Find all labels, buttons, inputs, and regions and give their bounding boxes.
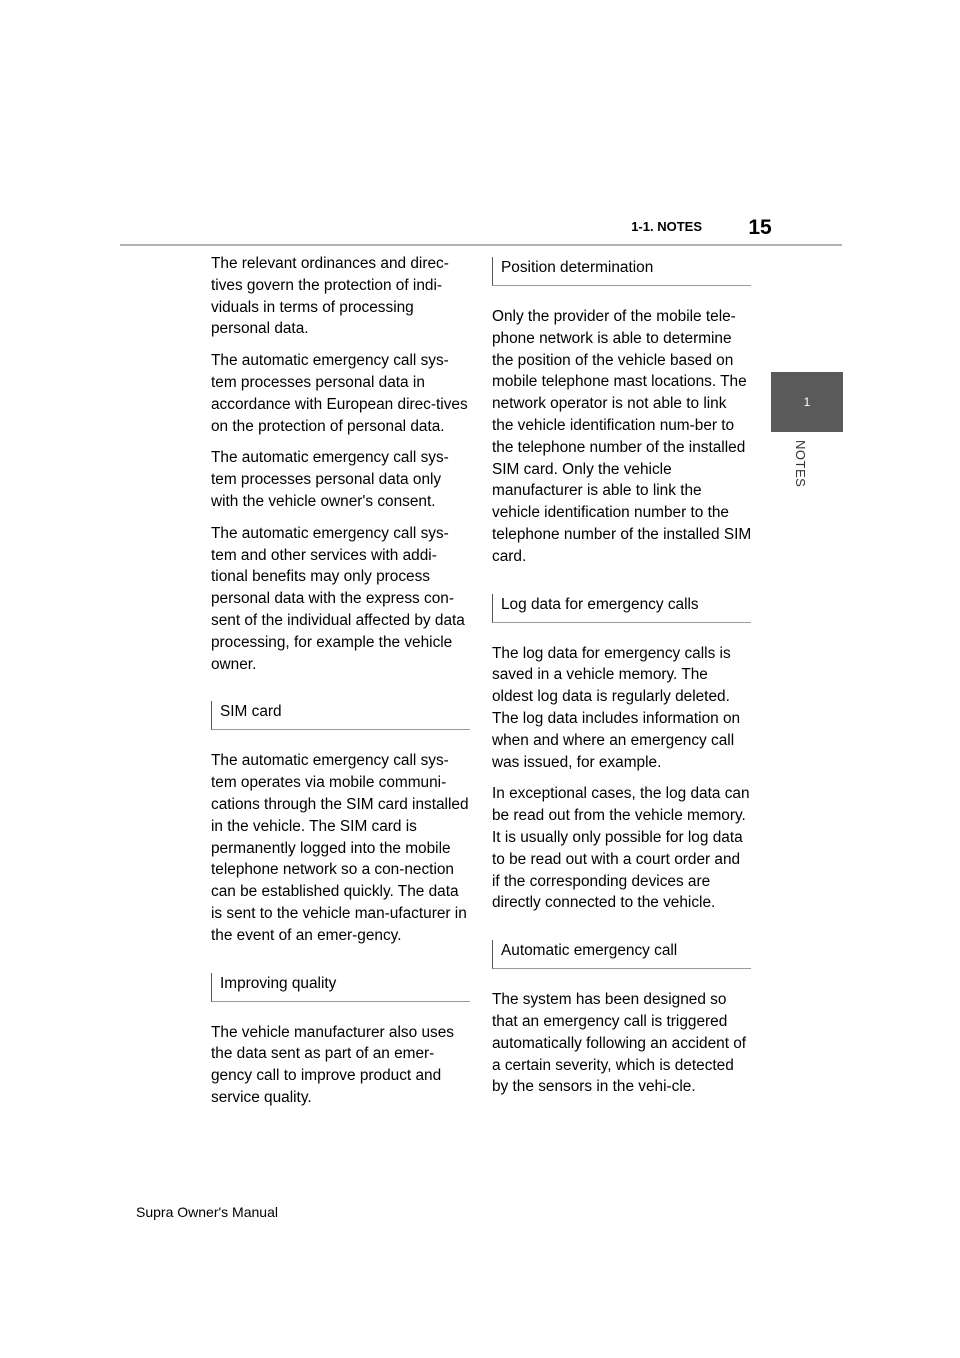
paragraph-position-determination: Only the provider of the mobile tele-phone network is able to determine the position of the vehicle based on mobile telephone mast locations. The network operator is not able to link the vehicle identification num-ber to the telephone number of the installed SIM card. Only the vehicle manufacturer is able to link the vehicle identification number to the telephone number of the installed SIM card. bbox=[492, 308, 752, 565]
paragraph-european-directives: The automatic emergency call sys-tem processes personal data in accordance with European direc-tives on the protection of personal data. bbox=[211, 352, 468, 435]
paragraph-log-data-readout: In exceptional cases, the log data can be read out from the vehicle memory. It is usually only possible for log data to be read out with a court order and if the corresponding devices are directly connected to the vehicle. bbox=[492, 785, 750, 912]
chapter-label: NOTES bbox=[793, 440, 808, 488]
heading-automatic-emergency-call: Automatic emergency call bbox=[492, 940, 751, 969]
heading-sim-card: SIM card bbox=[211, 701, 470, 730]
paragraph-sim-card: The automatic emergency call sys-tem operates via mobile communi-cations through the SIM card installed in the vehicle. The SIM card is permanently logged into the mobile telephone network so a con-nection can be established quickly. The data is sent to the vehicle man-ufacturer in the event of an emer-gency. bbox=[211, 752, 469, 944]
header-divider bbox=[120, 244, 842, 246]
paragraph-automatic-emergency-call: The system has been designed so that an emergency call is triggered automatically following an accident of a certain severity, which is detected by the sensors in the vehi-cle. bbox=[492, 991, 747, 1096]
footer-manual-title: Supra Owner's Manual bbox=[136, 1204, 278, 1220]
page-number: 15 bbox=[748, 216, 772, 239]
paragraph-ordinances: The relevant ordinances and direc-tives govern the protection of indi-viduals in terms of processing personal data. bbox=[211, 255, 449, 338]
paragraph-owner-consent: The automatic emergency call sys-tem processes personal data only with the vehicle owner's consent. bbox=[211, 449, 449, 510]
paragraph-log-data-storage: The log data for emergency calls is saved in a vehicle memory. The oldest log data is regularly deleted. The log data includes information on when and where an emergency call was issued, for example. bbox=[492, 644, 741, 771]
right-column bbox=[492, 257, 752, 1108]
left-column bbox=[211, 253, 471, 1119]
heading-position-determination: Position determination bbox=[492, 257, 751, 286]
heading-improving-quality: Improving quality bbox=[211, 973, 470, 1002]
paragraph-improving-quality: The vehicle manufacturer also uses the data sent as part of an emer-gency call to improve product and service quality. bbox=[211, 1023, 454, 1106]
paragraph-express-consent: The automatic emergency call sys-tem and other services with addi-tional benefits may only process personal data with the express con-sent of the individual affected by data processing, for example the vehicle owner. bbox=[211, 524, 465, 673]
section-title: 1-1. NOTES bbox=[631, 219, 702, 234]
chapter-tab: 1 bbox=[771, 372, 843, 432]
heading-log-data: Log data for emergency calls bbox=[492, 594, 751, 623]
